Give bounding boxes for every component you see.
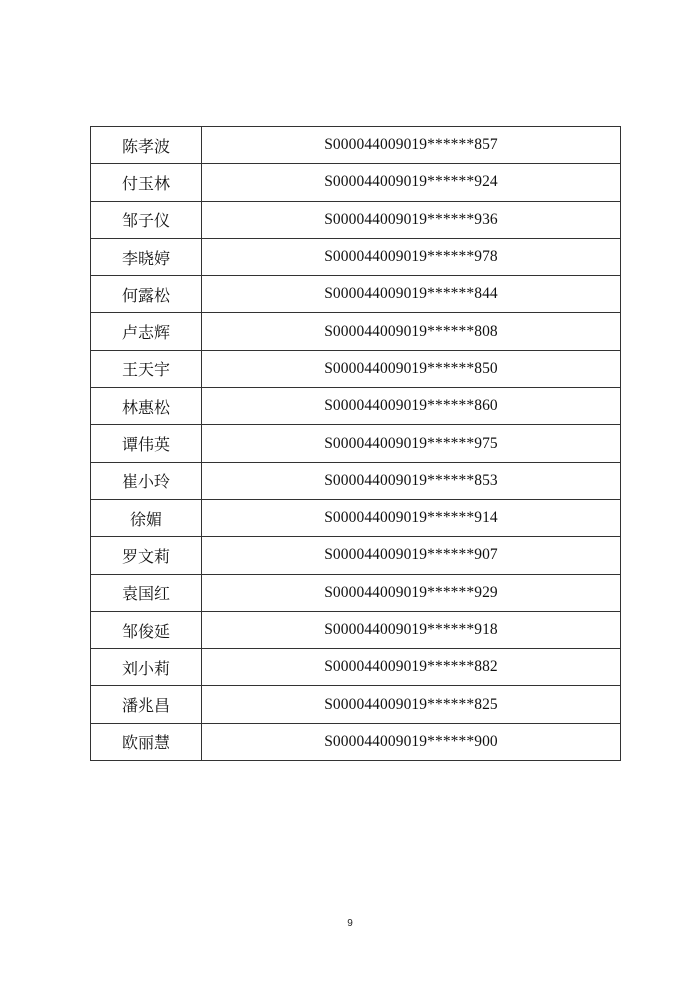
table-row: [91, 462, 621, 499]
name-cell: 邹俊延: [91, 611, 202, 648]
id-cell: S000044009019******850: [202, 350, 621, 387]
table-row: [91, 238, 621, 275]
table-row: [91, 127, 621, 164]
id-cell: S000044009019******825: [202, 686, 621, 723]
name-cell: 李晓婷: [91, 238, 202, 275]
roster-table: [90, 126, 621, 761]
id-cell: S000044009019******860: [202, 388, 621, 425]
table-row: [91, 499, 621, 536]
id-cell: S000044009019******924: [202, 164, 621, 201]
name-cell: 陈孝波: [91, 127, 202, 164]
roster-table-body: [91, 127, 621, 761]
table-row: [91, 313, 621, 350]
table-row: [91, 649, 621, 686]
name-cell: 林惠松: [91, 388, 202, 425]
name-cell: 刘小莉: [91, 649, 202, 686]
table-row: [91, 723, 621, 760]
name-cell: 谭伟英: [91, 425, 202, 462]
table-row: [91, 276, 621, 313]
name-cell: 邹子仪: [91, 201, 202, 238]
id-cell: S000044009019******907: [202, 537, 621, 574]
table-row: [91, 686, 621, 723]
name-cell: 袁国红: [91, 574, 202, 611]
table-row: [91, 164, 621, 201]
name-cell: 王天宇: [91, 350, 202, 387]
name-cell: 卢志辉: [91, 313, 202, 350]
id-cell: S000044009019******857: [202, 127, 621, 164]
table-row: [91, 201, 621, 238]
table-row: [91, 350, 621, 387]
table-row: [91, 611, 621, 648]
name-cell: 罗文莉: [91, 537, 202, 574]
name-cell: 徐媚: [91, 499, 202, 536]
table-row: [91, 537, 621, 574]
name-cell: 崔小玲: [91, 462, 202, 499]
id-cell: S000044009019******808: [202, 313, 621, 350]
page-number: 9: [347, 918, 353, 929]
id-cell: S000044009019******918: [202, 611, 621, 648]
name-cell: 何露松: [91, 276, 202, 313]
id-cell: S000044009019******882: [202, 649, 621, 686]
id-cell: S000044009019******844: [202, 276, 621, 313]
id-cell: S000044009019******936: [202, 201, 621, 238]
id-cell: S000044009019******978: [202, 238, 621, 275]
name-cell: 欧丽慧: [91, 723, 202, 760]
id-cell: S000044009019******853: [202, 462, 621, 499]
name-cell: 付玉林: [91, 164, 202, 201]
id-cell: S000044009019******900: [202, 723, 621, 760]
table-row: [91, 574, 621, 611]
name-cell: 潘兆昌: [91, 686, 202, 723]
id-cell: S000044009019******975: [202, 425, 621, 462]
id-cell: S000044009019******929: [202, 574, 621, 611]
table-row: [91, 425, 621, 462]
id-cell: S000044009019******914: [202, 499, 621, 536]
table-row: [91, 388, 621, 425]
